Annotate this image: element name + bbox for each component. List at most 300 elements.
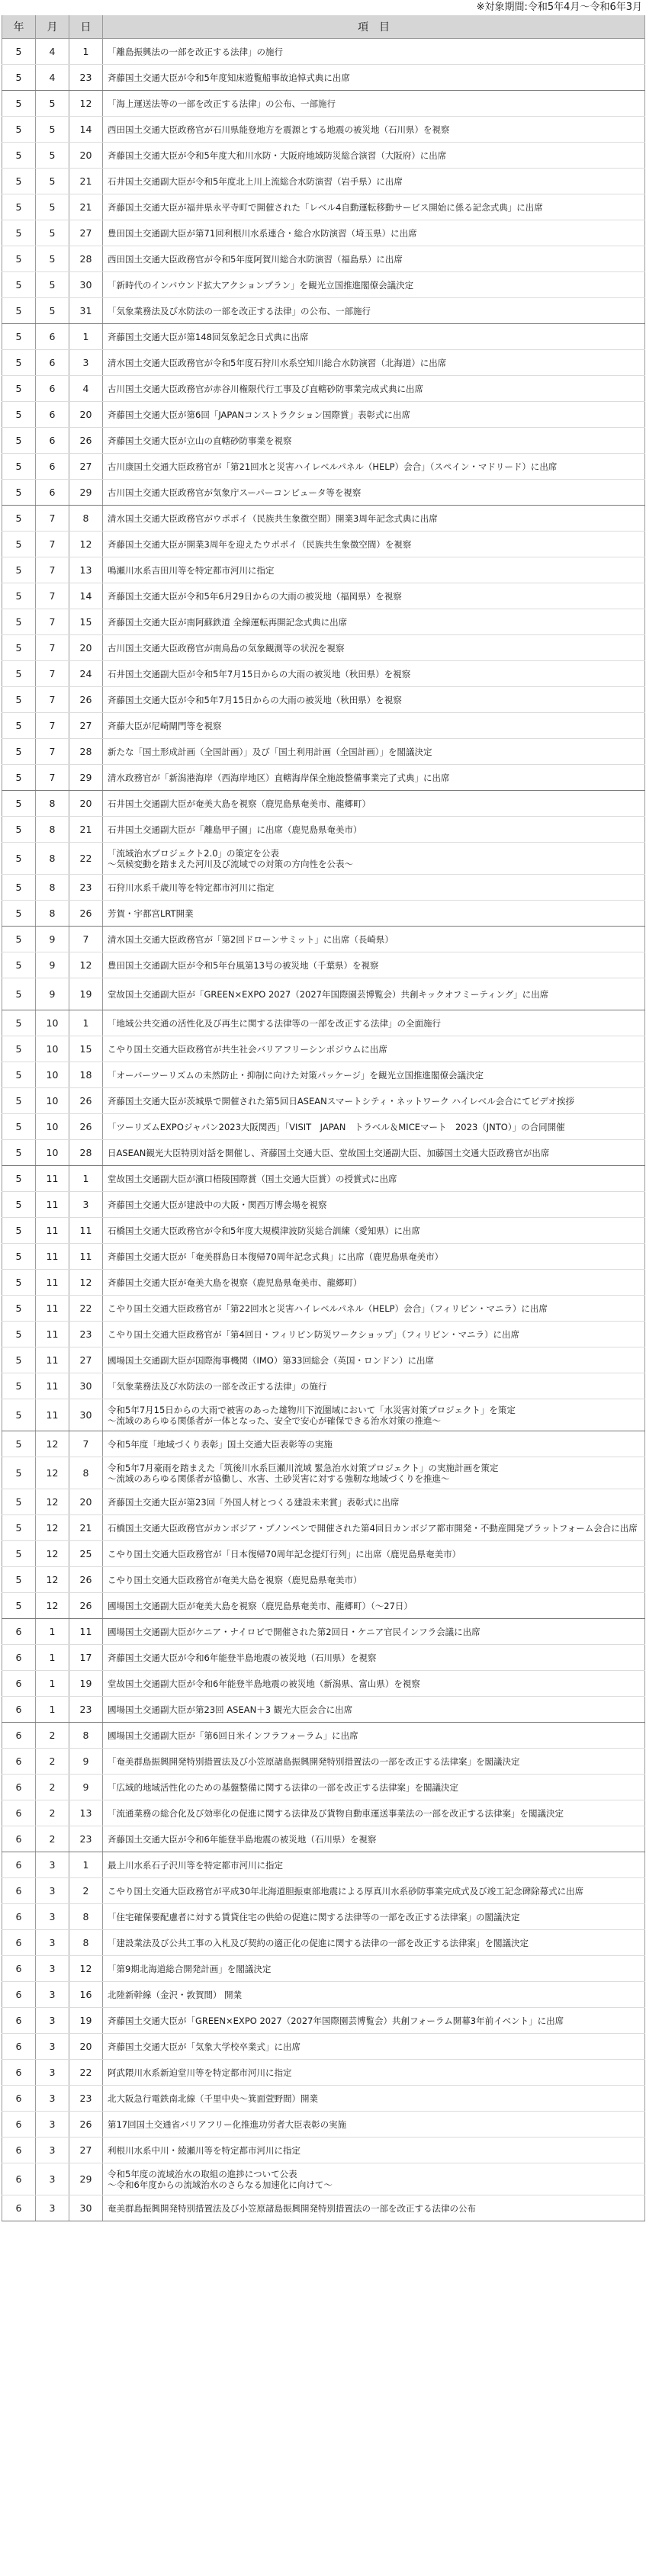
year-cell: 5 <box>2 1036 36 1062</box>
table-row <box>2 324 645 350</box>
month-cell: 7 <box>36 583 69 609</box>
month-cell: 6 <box>36 454 69 480</box>
table-row <box>2 875 645 901</box>
table-row <box>2 1930 645 1956</box>
day-cell: 15 <box>69 1036 103 1062</box>
month-cell: 3 <box>36 1930 69 1956</box>
year-cell: 5 <box>2 557 36 583</box>
item-cell: 石井国土交通副大臣が令和5年度北上川上流総合水防演習（岩手県）に出席 <box>103 169 645 194</box>
year-cell: 5 <box>2 39 36 65</box>
year-cell: 6 <box>2 1619 36 1645</box>
year-cell: 5 <box>2 454 36 480</box>
year-cell: 6 <box>2 2086 36 2112</box>
item-cell: こやり国土交通大臣政務官が「第22回水と災害ハイレベルパネル（HELP）会合」（フィリピン・マニラ）に出席 <box>103 1296 645 1322</box>
year-cell: 5 <box>2 1322 36 1347</box>
month-cell: 2 <box>36 1723 69 1749</box>
item-cell: 「離島振興法の一部を改正する法律」の施行 <box>103 39 645 65</box>
item-cell: こやり国土交通大臣政務官が奄美大島を視察（鹿児島県奄美市） <box>103 1567 645 1593</box>
year-cell: 5 <box>2 1218 36 1244</box>
day-cell: 23 <box>69 1697 103 1723</box>
year-cell: 5 <box>2 1373 36 1399</box>
day-cell: 2 <box>69 1878 103 1904</box>
year-cell: 6 <box>2 2163 36 2195</box>
day-cell: 26 <box>69 687 103 713</box>
header-item: 項 目 <box>103 15 645 39</box>
month-cell: 7 <box>36 713 69 739</box>
month-cell: 3 <box>36 1878 69 1904</box>
item-cell: 第17回国土交通省バリアフリー化推進功労者大臣表彰の実施 <box>103 2112 645 2138</box>
table-row <box>2 1541 645 1567</box>
table-row <box>2 117 645 143</box>
day-cell: 26 <box>69 2112 103 2138</box>
year-cell: 6 <box>2 1645 36 1671</box>
month-cell: 7 <box>36 557 69 583</box>
item-cell: 堂故国土交通副大臣が「GREEN×EXPO 2027（2027年国際園芸博覧会）共創キックオフミーティング」に出席 <box>103 978 645 1010</box>
year-cell: 6 <box>2 1723 36 1749</box>
table-row <box>2 952 645 978</box>
year-cell: 5 <box>2 1567 36 1593</box>
item-cell: こやり国土交通大臣政務官が共生社会バリアフリーシンポジウムに出席 <box>103 1036 645 1062</box>
year-cell: 5 <box>2 1515 36 1541</box>
month-cell: 3 <box>36 2195 69 2221</box>
day-cell: 23 <box>69 1322 103 1347</box>
table-row <box>2 1270 645 1296</box>
table-row <box>2 506 645 532</box>
year-cell: 6 <box>2 2138 36 2163</box>
day-cell: 12 <box>69 91 103 117</box>
item-cell: 斉藤国土交通大臣が立山の直轄砂防事業を視察 <box>103 428 645 454</box>
day-cell: 30 <box>69 1399 103 1431</box>
day-cell: 20 <box>69 2034 103 2060</box>
day-cell: 1 <box>69 1010 103 1036</box>
month-cell: 5 <box>36 143 69 169</box>
year-cell: 5 <box>2 1296 36 1322</box>
day-cell: 8 <box>69 1904 103 1930</box>
month-cell: 12 <box>36 1431 69 1457</box>
month-cell: 6 <box>36 324 69 350</box>
item-cell: 國場国土交通副大臣が国際海事機関（IMO）第33回総会（英国・ロンドン）に出席 <box>103 1347 645 1373</box>
month-cell: 7 <box>36 661 69 687</box>
year-cell: 5 <box>2 817 36 843</box>
day-cell: 1 <box>69 1166 103 1192</box>
year-cell: 5 <box>2 324 36 350</box>
table-row <box>2 1399 645 1431</box>
table-row <box>2 1347 645 1373</box>
item-cell: 國場国土交通副大臣が「第6回日米インフラフォーラム」に出席 <box>103 1723 645 1749</box>
table-row <box>2 1826 645 1852</box>
month-cell: 3 <box>36 1982 69 2008</box>
month-cell: 9 <box>36 978 69 1010</box>
item-cell: 斉藤国土交通大臣が奄美大島を視察（鹿児島県奄美市、龍郷町） <box>103 1270 645 1296</box>
year-cell: 6 <box>2 1775 36 1800</box>
table-row <box>2 1593 645 1619</box>
item-cell: 「第9期北海道総合開発計画」を閣議決定 <box>103 1956 645 1982</box>
year-cell: 6 <box>2 1982 36 2008</box>
year-cell: 6 <box>2 2008 36 2034</box>
month-cell: 5 <box>36 246 69 272</box>
day-cell: 30 <box>69 1373 103 1399</box>
day-cell: 26 <box>69 1593 103 1619</box>
year-cell: 5 <box>2 1457 36 1489</box>
day-cell: 26 <box>69 1567 103 1593</box>
year-cell: 5 <box>2 246 36 272</box>
day-cell: 28 <box>69 1140 103 1166</box>
year-cell: 5 <box>2 901 36 927</box>
table-row <box>2 583 645 609</box>
day-cell: 29 <box>69 480 103 506</box>
year-cell: 6 <box>2 2034 36 2060</box>
month-cell: 6 <box>36 376 69 402</box>
day-cell: 19 <box>69 978 103 1010</box>
item-cell: 斉藤国土交通大臣が第148回気象記念日式典に出席 <box>103 324 645 350</box>
table-row <box>2 1878 645 1904</box>
month-cell: 3 <box>36 2086 69 2112</box>
item-cell: 芳賀・宇都宮LRT開業 <box>103 901 645 927</box>
year-cell: 6 <box>2 1697 36 1723</box>
day-cell: 20 <box>69 402 103 428</box>
table-row <box>2 2008 645 2034</box>
month-cell: 11 <box>36 1166 69 1192</box>
item-cell: 斉藤大臣が尼崎閘門等を視察 <box>103 713 645 739</box>
table-row <box>2 1322 645 1347</box>
table-row <box>2 1457 645 1489</box>
year-cell: 5 <box>2 65 36 91</box>
year-cell: 6 <box>2 1826 36 1852</box>
item-cell: 斉藤国土交通大臣が令和5年7月15日からの大雨の被災地（秋田県）を視察 <box>103 687 645 713</box>
table-row <box>2 765 645 791</box>
month-cell: 12 <box>36 1593 69 1619</box>
table-row <box>2 1645 645 1671</box>
day-cell: 21 <box>69 1515 103 1541</box>
day-cell: 29 <box>69 2163 103 2195</box>
month-cell: 3 <box>36 2138 69 2163</box>
year-cell: 5 <box>2 1088 36 1114</box>
item-cell: 古川国土交通大臣政務官が南鳥島の気象観測等の状況を視察 <box>103 635 645 661</box>
item-cell: 最上川水系石子沢川等を特定都市河川に指定 <box>103 1852 645 1878</box>
table-row <box>2 1775 645 1800</box>
year-cell: 6 <box>2 1800 36 1826</box>
month-cell: 7 <box>36 687 69 713</box>
year-cell: 5 <box>2 1166 36 1192</box>
month-cell: 9 <box>36 952 69 978</box>
day-cell: 23 <box>69 875 103 901</box>
table-row <box>2 901 645 927</box>
month-cell: 5 <box>36 117 69 143</box>
table-row <box>2 713 645 739</box>
item-cell: 斉藤国土交通大臣が福井県永平寺町で開催された「レベル4自動運転移動サービス開始に係る記念式典」に出席 <box>103 194 645 220</box>
year-cell: 5 <box>2 402 36 428</box>
table-row <box>2 65 645 91</box>
year-cell: 5 <box>2 506 36 532</box>
year-cell: 5 <box>2 91 36 117</box>
table-row <box>2 2138 645 2163</box>
item-cell: 斉藤国土交通大臣が令和6年能登半島地震の被災地（石川県）を視察 <box>103 1645 645 1671</box>
table-header <box>2 15 645 39</box>
month-cell: 10 <box>36 1088 69 1114</box>
table-row <box>2 1982 645 2008</box>
day-cell: 12 <box>69 1956 103 1982</box>
month-cell: 12 <box>36 1457 69 1489</box>
table-row <box>2 1956 645 1982</box>
table-row <box>2 2112 645 2138</box>
year-cell: 6 <box>2 1749 36 1775</box>
item-cell: 石狩川水系千歳川等を特定都市河川に指定 <box>103 875 645 901</box>
day-cell: 12 <box>69 532 103 557</box>
item-cell: 石橋国土交通大臣政務官が令和5年度大規模津波防災総合訓練（愛知県）に出席 <box>103 1218 645 1244</box>
item-cell: 「新時代のインバウンド拡大アクションプラン」を観光立国推進閣僚会議決定 <box>103 272 645 298</box>
month-cell: 3 <box>36 2060 69 2086</box>
month-cell: 1 <box>36 1671 69 1697</box>
item-cell: 日ASEAN観光大臣特別対話を開催し、斉藤国土交通大臣、堂故国土交通副大臣、加藤国土交通大臣政務官が出席 <box>103 1140 645 1166</box>
table-row <box>2 927 645 952</box>
month-cell: 2 <box>36 1826 69 1852</box>
item-cell: 古川康国土交通大臣政務官が「第21回水と災害ハイレベルパネル（HELP）会合」（スペイン・マドリード）に出席 <box>103 454 645 480</box>
item-cell: 豊田国土交通副大臣が第71回利根川水系連合・総合水防演習（埼玉県）に出席 <box>103 220 645 246</box>
item-cell: 鳴瀬川水系吉田川等を特定都市河川に指定 <box>103 557 645 583</box>
year-cell: 5 <box>2 143 36 169</box>
month-cell: 12 <box>36 1515 69 1541</box>
table-row <box>2 1192 645 1218</box>
item-cell: 斉藤国土交通大臣が令和5年度大和川水防・大阪府地域防災総合演習（大阪府）に出席 <box>103 143 645 169</box>
table-row <box>2 687 645 713</box>
year-cell: 5 <box>2 713 36 739</box>
day-cell: 7 <box>69 1431 103 1457</box>
item-cell: こやり国土交通大臣政務官が「第4回日・フィリピン防災ワークショップ」（フィリピン・マニラ）に出席 <box>103 1322 645 1347</box>
table-row <box>2 1140 645 1166</box>
month-cell: 10 <box>36 1140 69 1166</box>
day-cell: 24 <box>69 661 103 687</box>
month-cell: 7 <box>36 506 69 532</box>
day-cell: 27 <box>69 1347 103 1373</box>
month-cell: 1 <box>36 1645 69 1671</box>
month-cell: 8 <box>36 843 69 875</box>
year-cell: 5 <box>2 739 36 765</box>
table-row <box>2 39 645 65</box>
month-cell: 6 <box>36 428 69 454</box>
item-cell: 國場国土交通副大臣がケニア・ナイロビで開催された第2回日・ケニア官民インフラ会議に出席 <box>103 1619 645 1645</box>
item-cell: 「流域治水プロジェクト2.0」の策定を公表 ～気候変動を踏まえた河川及び流域での対策の方向性を公表～ <box>103 843 645 875</box>
day-cell: 1 <box>69 39 103 65</box>
year-cell: 6 <box>2 2195 36 2221</box>
item-cell: 令和5年7月15日からの大雨で被害のあった雄物川下流圏域において「水災害対策プロジェクト」を策定 ～流域のあらゆる関係者が一体となった、安全で安心が確保できる治水対策の推進～ <box>103 1399 645 1431</box>
day-cell: 30 <box>69 272 103 298</box>
table-row <box>2 246 645 272</box>
item-cell: 斉藤国土交通大臣が令和5年度知床遊覧船事故追悼式典に出席 <box>103 65 645 91</box>
item-cell: 斉藤国土交通大臣が建設中の大阪・関西万博会場を視察 <box>103 1192 645 1218</box>
day-cell: 27 <box>69 2138 103 2163</box>
table-row <box>2 480 645 506</box>
year-cell: 5 <box>2 1431 36 1457</box>
day-cell: 20 <box>69 791 103 817</box>
year-cell: 5 <box>2 1140 36 1166</box>
year-cell: 6 <box>2 1930 36 1956</box>
item-cell: 北陸新幹線（金沢・敦賀間） 開業 <box>103 1982 645 2008</box>
month-cell: 3 <box>36 2163 69 2195</box>
table-row <box>2 143 645 169</box>
header-month: 月 <box>36 15 69 39</box>
day-cell: 21 <box>69 817 103 843</box>
item-cell: 「奄美群島振興開発特別措置法及び小笠原諸島振興開発特別措置法の一部を改正する法律案」を閣議決定 <box>103 1749 645 1775</box>
year-cell: 5 <box>2 765 36 791</box>
day-cell: 29 <box>69 765 103 791</box>
day-cell: 11 <box>69 1619 103 1645</box>
month-cell: 11 <box>36 1399 69 1431</box>
item-cell: 「気象業務法及び水防法の一部を改正する法律」の施行 <box>103 1373 645 1399</box>
item-cell: 阿武隈川水系新迫堂川等を特定都市河川に指定 <box>103 2060 645 2086</box>
year-cell: 5 <box>2 978 36 1010</box>
year-cell: 5 <box>2 298 36 324</box>
item-cell: 國場国土交通副大臣が奄美大島を視察（鹿児島県奄美市、龍郷町）（～27日） <box>103 1593 645 1619</box>
month-cell: 8 <box>36 791 69 817</box>
month-cell: 5 <box>36 220 69 246</box>
table-row <box>2 532 645 557</box>
item-cell: 「オーバーツーリズムの未然防止・抑制に向けた対策パッケージ」を観光立国推進閣僚会議決定 <box>103 1062 645 1088</box>
day-cell: 18 <box>69 1062 103 1088</box>
month-cell: 10 <box>36 1062 69 1088</box>
year-cell: 5 <box>2 635 36 661</box>
month-cell: 12 <box>36 1567 69 1593</box>
header-row <box>2 15 645 39</box>
table-row <box>2 791 645 817</box>
table-row <box>2 1749 645 1775</box>
day-cell: 14 <box>69 117 103 143</box>
year-cell: 5 <box>2 1010 36 1036</box>
table-row <box>2 428 645 454</box>
month-cell: 5 <box>36 272 69 298</box>
month-cell: 4 <box>36 65 69 91</box>
year-cell: 5 <box>2 117 36 143</box>
table-row <box>2 1489 645 1515</box>
day-cell: 22 <box>69 843 103 875</box>
table-row <box>2 2163 645 2195</box>
table-row <box>2 1062 645 1088</box>
item-cell: 奄美群島振興開発特別措置法及び小笠原諸島振興開発特別措置法の一部を改正する法律の公布 <box>103 2195 645 2221</box>
item-cell: 「海上運送法等の一部を改正する法律」の公布、一部施行 <box>103 91 645 117</box>
month-cell: 1 <box>36 1697 69 1723</box>
day-cell: 12 <box>69 1270 103 1296</box>
item-cell: 「広域的地域活性化のための基盤整備に関する法律の一部を改正する法律案」を閣議決定 <box>103 1775 645 1800</box>
table-row <box>2 1852 645 1878</box>
day-cell: 8 <box>69 506 103 532</box>
day-cell: 8 <box>69 1723 103 1749</box>
year-cell: 5 <box>2 1489 36 1515</box>
table-row <box>2 1166 645 1192</box>
day-cell: 27 <box>69 454 103 480</box>
table-row <box>2 739 645 765</box>
month-cell: 5 <box>36 298 69 324</box>
item-cell: 清水国土交通大臣政務官が令和5年度石狩川水系空知川総合水防演習（北海道）に出席 <box>103 350 645 376</box>
day-cell: 20 <box>69 635 103 661</box>
table-row <box>2 1036 645 1062</box>
month-cell: 7 <box>36 739 69 765</box>
table-body <box>2 39 645 2221</box>
year-cell: 5 <box>2 350 36 376</box>
day-cell: 3 <box>69 1192 103 1218</box>
month-cell: 11 <box>36 1347 69 1373</box>
table-row <box>2 350 645 376</box>
item-cell: 斉藤国土交通大臣が令和6年能登半島地震の被災地（石川県）を視察 <box>103 1826 645 1852</box>
day-cell: 26 <box>69 1114 103 1140</box>
day-cell: 26 <box>69 1088 103 1114</box>
year-cell: 5 <box>2 1062 36 1088</box>
day-cell: 23 <box>69 1826 103 1852</box>
year-cell: 5 <box>2 843 36 875</box>
table-row <box>2 635 645 661</box>
table-row <box>2 1114 645 1140</box>
table-row <box>2 402 645 428</box>
day-cell: 13 <box>69 1800 103 1826</box>
month-cell: 2 <box>36 1775 69 1800</box>
day-cell: 27 <box>69 220 103 246</box>
table-row <box>2 1431 645 1457</box>
header-day: 日 <box>69 15 103 39</box>
month-cell: 10 <box>36 1036 69 1062</box>
day-cell: 21 <box>69 169 103 194</box>
item-cell: 石井国土交通副大臣が令和5年7月15日からの大雨の被災地（秋田県）を視察 <box>103 661 645 687</box>
month-cell: 6 <box>36 480 69 506</box>
day-cell: 17 <box>69 1645 103 1671</box>
year-cell: 5 <box>2 875 36 901</box>
table-row <box>2 978 645 1010</box>
year-cell: 5 <box>2 1192 36 1218</box>
month-cell: 11 <box>36 1296 69 1322</box>
month-cell: 12 <box>36 1541 69 1567</box>
month-cell: 11 <box>36 1244 69 1270</box>
table-row <box>2 1373 645 1399</box>
item-cell: 斉藤国土交通大臣が「奄美群島日本復帰70周年記念式典」に出席（鹿児島県奄美市） <box>103 1244 645 1270</box>
item-cell: 斉藤国土交通大臣が「気象大学校卒業式」に出席 <box>103 2034 645 2060</box>
year-cell: 5 <box>2 1593 36 1619</box>
item-cell: 堂故国土交通副大臣が濱口梧陵国際賞（国土交通大臣賞）の授賞式に出席 <box>103 1166 645 1192</box>
year-cell: 5 <box>2 428 36 454</box>
year-cell: 5 <box>2 376 36 402</box>
month-cell: 3 <box>36 1904 69 1930</box>
table-row <box>2 454 645 480</box>
day-cell: 26 <box>69 428 103 454</box>
table-row <box>2 1567 645 1593</box>
day-cell: 12 <box>69 952 103 978</box>
month-cell: 10 <box>36 1114 69 1140</box>
item-cell: 豊田国土交通副大臣が令和5年台風第13号の被災地（千葉県）を視察 <box>103 952 645 978</box>
month-cell: 11 <box>36 1192 69 1218</box>
item-cell: 清水政務官が「新潟港海岸（西海岸地区）直轄海岸保全施設整備事業完了式典」に出席 <box>103 765 645 791</box>
year-cell: 5 <box>2 791 36 817</box>
day-cell: 13 <box>69 557 103 583</box>
day-cell: 22 <box>69 1296 103 1322</box>
day-cell: 3 <box>69 350 103 376</box>
item-cell: 石井国土交通副大臣が奄美大島を視察（鹿児島県奄美市、龍郷町） <box>103 791 645 817</box>
year-cell: 6 <box>2 1671 36 1697</box>
day-cell: 11 <box>69 1218 103 1244</box>
month-cell: 11 <box>36 1218 69 1244</box>
year-cell: 5 <box>2 952 36 978</box>
item-cell: 新たな「国土形成計画（全国計画）」及び「国土利用計画（全国計画）」を閣議決定 <box>103 739 645 765</box>
item-cell: 斉藤国土交通大臣が第23回「外国人材とつくる建設未来賞」表彰式に出席 <box>103 1489 645 1515</box>
item-cell: 堂故国土交通副大臣が令和6年能登半島地震の被災地（新潟県、富山県）を視察 <box>103 1671 645 1697</box>
day-cell: 20 <box>69 1489 103 1515</box>
day-cell: 26 <box>69 901 103 927</box>
day-cell: 23 <box>69 65 103 91</box>
year-cell: 6 <box>2 2060 36 2086</box>
item-cell: 「住宅確保要配慮者に対する賃貸住宅の供給の促進に関する法律等の一部を改正する法律案」の閣議決定 <box>103 1904 645 1930</box>
item-cell: 石井国土交通副大臣が「離島甲子園」に出席（鹿児島県奄美市） <box>103 817 645 843</box>
month-cell: 12 <box>36 1489 69 1515</box>
table-row <box>2 194 645 220</box>
table-row <box>2 169 645 194</box>
month-cell: 6 <box>36 402 69 428</box>
item-cell: 石橋国土交通大臣政務官がカンボジア・プノンペンで開催された第4回日カンボジア都市開発・不動産開発プラットフォーム会合に出席 <box>103 1515 645 1541</box>
day-cell: 15 <box>69 609 103 635</box>
